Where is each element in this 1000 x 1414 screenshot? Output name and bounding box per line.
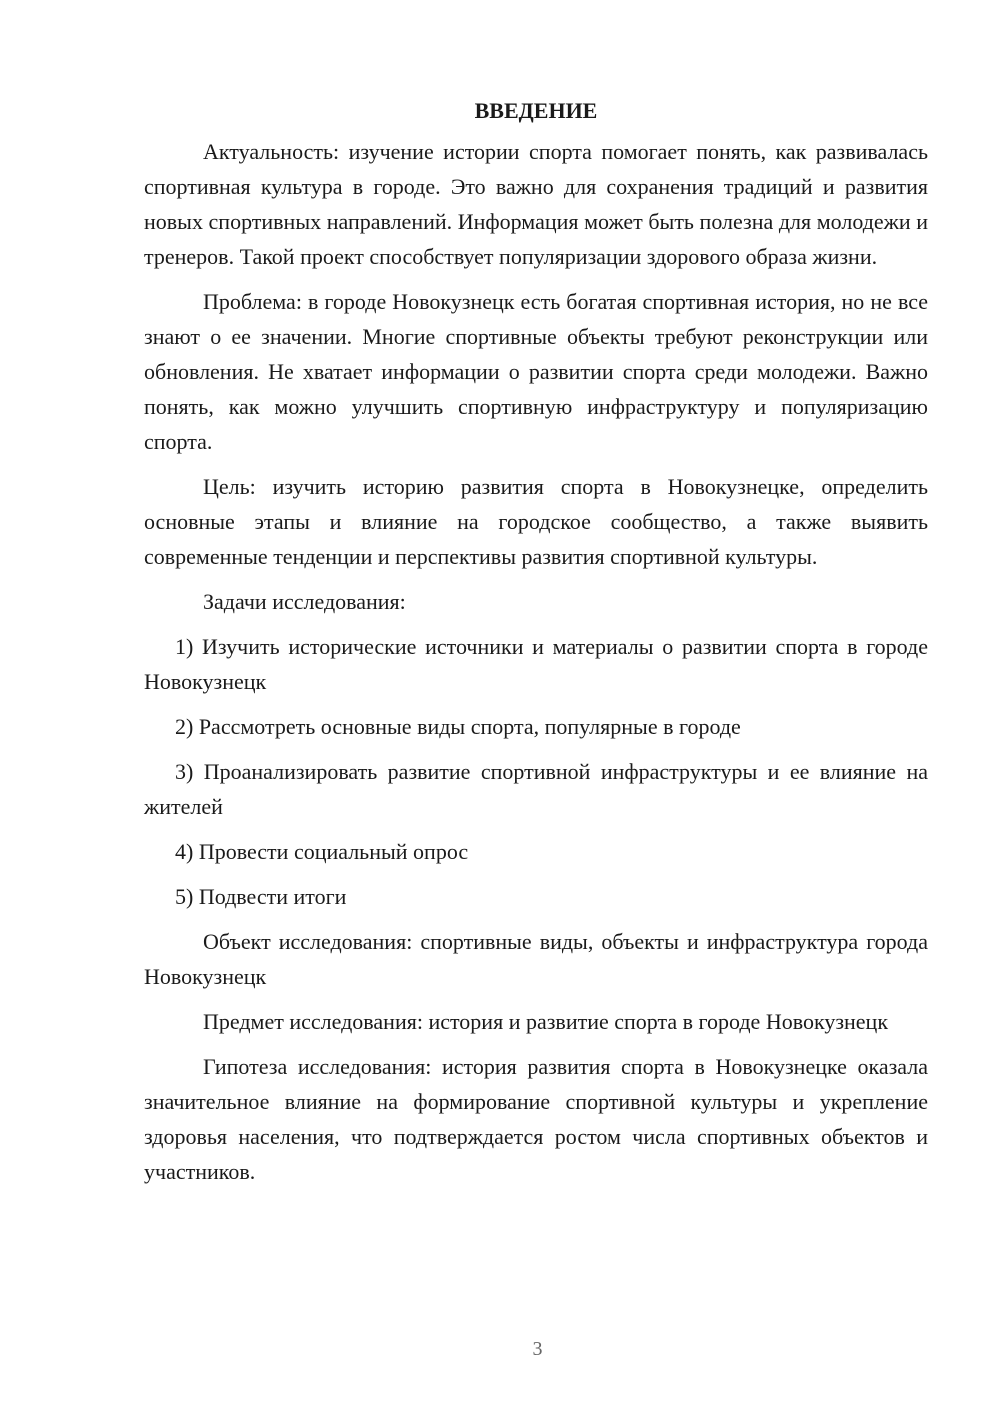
task-item-4: 4) Провести социальный опрос [175, 839, 469, 864]
tasks-heading: Задачи исследования: [203, 589, 406, 614]
section-title: ВВЕДЕНИЕ [474, 98, 598, 123]
goal-paragraph: Цель: изучить историю развития спорта в Новокузнецке, определить основные этапы и влияние на городское сообщество, а также выявить современные тенденции и перспективы развития спортивной культуры. [144, 474, 928, 569]
task-item-3: 3) Проанализировать развитие спортивной инфраструктуры и ее влияние на жителей [144, 759, 928, 819]
hypothesis-paragraph: Гипотеза исследования: история развития спорта в Новокузнецке оказала значительное влияние на формирование спортивной культуры и укрепление здоровья населения, что подтверждается ростом числа спортивных объектов и участников. [144, 1054, 928, 1184]
problem-paragraph: Проблема: в городе Новокузнецк есть богатая спортивная история, но не все знают о ее значении. Многие спортивные объекты требуют реконструкции или обновления. Не хватает информации о развитии спорта среди молодежи. Важно понять, как можно улучшить спортивную инфраструктуру и популяризацию спорта. [144, 289, 928, 454]
page-content [144, 93, 928, 1199]
page-number: 3 [532, 1338, 543, 1360]
task-item-1: 1) Изучить исторические источники и материалы о развитии спорта в городе Новокузнецк [144, 634, 928, 694]
subject-paragraph: Предмет исследования: история и развитие спорта в городе Новокузнецк [203, 1009, 889, 1034]
relevance-paragraph: Актуальность: изучение истории спорта помогает понять, как развивалась спортивная культура в городе. Это важно для сохранения традиций и развития новых спортивных направлений. Информация может быть полезна для молодежи и тренеров. Такой проект способствует популяризации здорового образа жизни. [144, 139, 928, 269]
task-item-2: 2) Рассмотреть основные виды спорта, популярные в городе [175, 714, 741, 739]
task-item-5: 5) Подвести итоги [175, 884, 347, 909]
object-paragraph: Объект исследования: спортивные виды, объекты и инфраструктура города Новокузнецк [144, 929, 928, 989]
